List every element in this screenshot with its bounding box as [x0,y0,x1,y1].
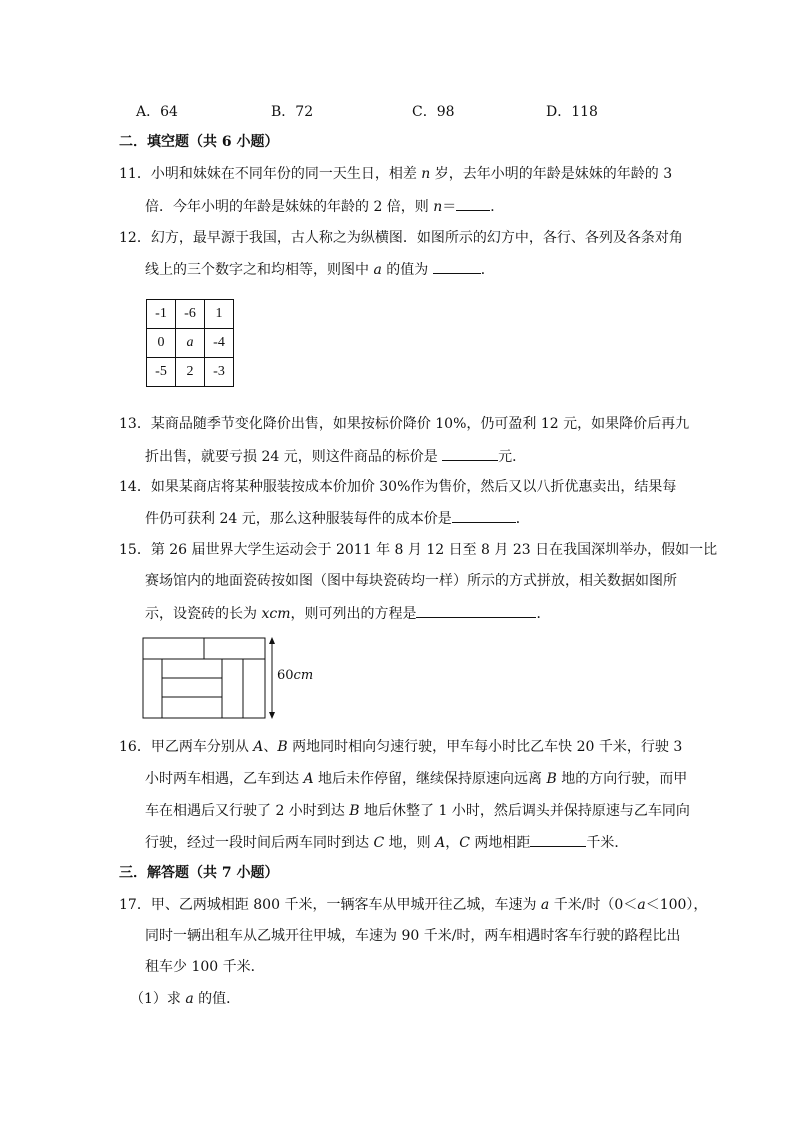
question-15-line-1: 15．第 26 届世界大学生运动会于 2011 年 8 月 12 日至 8 月 23 日在我国深圳举办，假如一比 [119,542,718,558]
question-14-line-2: 件仍可获利 24 元，那么这种服装每件的成本价是 ． [145,508,530,529]
question-15-line-3: 示，设瓷砖的长为 xcm，则可列出的方程是 ． [145,603,550,624]
magic-square-cell: 1 [205,300,234,329]
question-16-line-2: 小时两车相遇，乙车到达 A 地后未作停留，继续保持原速向远离 B 地的方向行驶，而甲 [145,771,688,787]
section-heading-solve: 三．解答题（共 7 小题） [119,865,279,881]
magic-square-cell: a [176,329,205,358]
magic-square-cell: -3 [205,358,234,387]
question-11-line-2: 倍．今年小明的年龄是妹妹的年龄的 2 倍，则 n＝ ． [145,196,504,217]
answer-blank[interactable] [442,446,498,461]
answer-blank[interactable] [433,259,481,274]
magic-square-cell: -5 [147,358,176,387]
question-16-line-4: 行驶，经过一段时间后两车同时到达 C 地，则 A，C 两地相距 千米． [145,832,628,853]
answer-blank[interactable] [456,196,490,211]
magic-square-cell: -6 [176,300,205,329]
arrow-up-icon [269,637,275,644]
question-13-line-1: 13．某商品随季节变化降价出售，如果按标价降价 10%，仍可盈利 12 元，如果降价后再九 [119,416,690,432]
question-12-line-2: 线上的三个数字之和均相等，则图中 a 的值为 ． [145,259,495,280]
question-15-line-2: 赛场馆内的地面瓷砖按如图（图中每块瓷砖均一样）所示的方式拼放，相关数据如图所 [145,573,677,589]
question-16-line-1: 16．甲乙两车分别从 A、B 两地同时相向匀速行驶，甲车每小时比乙车快 20 千米，行驶 3 [119,739,683,755]
question-17-line-3: 租车少 100 千米． [145,959,265,975]
question-11-line-1: 11．小明和妹妹在不同年份的同一天生日，相差 n 岁，去年小明的年龄是妹妹的年龄的 3 [119,166,673,182]
answer-blank[interactable] [416,603,536,618]
option-a: A．64 [136,104,178,120]
magic-square [146,299,234,387]
dimension-label: 60cm [277,668,314,683]
magic-square-cell: -1 [147,300,176,329]
question-17-subpart-1: （1）求 a 的值． [130,991,241,1007]
question-16-line-3: 车在相遇后又行驶了 2 小时到达 B 地后休整了 1 小时，然后调头并保持原速与乙车同向 [145,803,690,819]
magic-square-cell: -4 [205,329,234,358]
question-13-line-2: 折出售，就要亏损 24 元，则这件商品的标价是 元． [145,446,526,467]
magic-square-cell: 0 [147,329,176,358]
question-12-line-1: 12．幻方，最早源于我国，古人称之为纵横图．如图所示的幻方中，各行、各列及各条对角 [119,230,683,246]
arrow-down-icon [269,712,275,719]
question-17-line-2: 同时一辆出租车从乙城开往甲城，车速为 90 千米/时，两车相遇时客车行驶的路程比出 [145,928,681,944]
answer-blank[interactable] [530,832,586,847]
section-heading-fill-blank: 二．填空题（共 6 小题） [119,134,279,150]
option-b: B．72 [271,104,314,120]
option-c: C．98 [412,104,455,120]
question-17-line-1: 17．甲、乙两城相距 800 千米，一辆客车从甲城开往乙城，车速为 a 千米/时（0＜a＜100）， [119,897,708,913]
magic-square-cell: 2 [176,358,205,387]
answer-blank[interactable] [452,508,516,523]
option-d: D．118 [546,104,598,120]
question-14-line-1: 14．如果某商店将某种服装按成本价加价 30%作为售价，然后又以八折优惠卖出，结果每 [119,479,677,495]
